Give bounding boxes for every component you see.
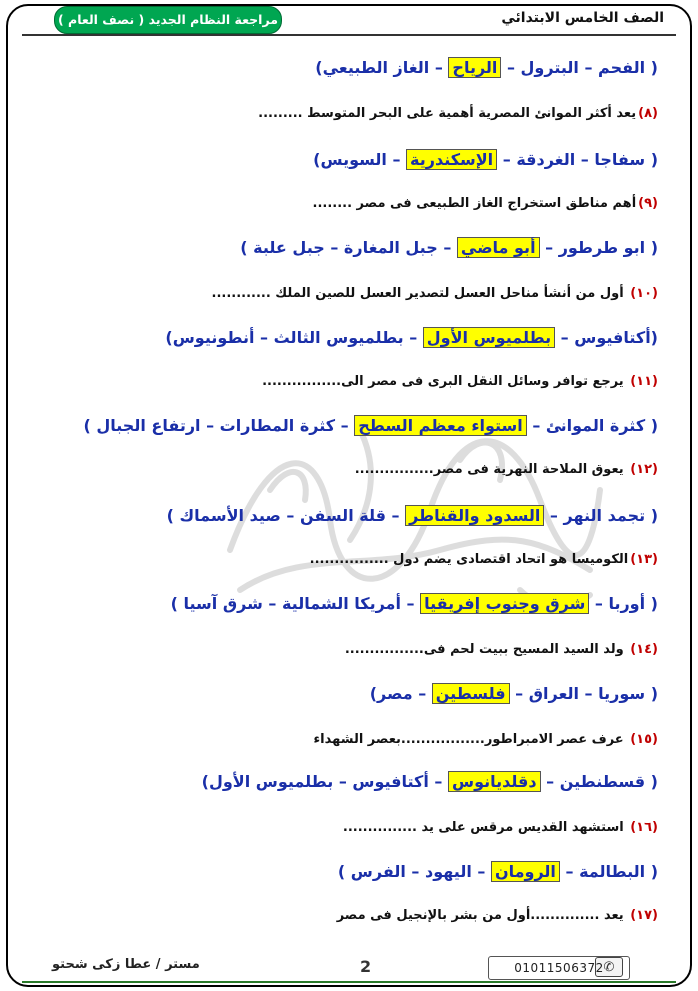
question-row bbox=[16, 730, 658, 750]
option-text: ( سفاجا – الغردقة – bbox=[497, 150, 658, 169]
option-text: – اليهود – الفرس ) bbox=[337, 862, 491, 881]
question-number: (١٦) bbox=[630, 820, 658, 835]
option-text: ( البطالمة – bbox=[559, 862, 658, 881]
question-number: (١٠) bbox=[630, 286, 658, 301]
options-row bbox=[16, 502, 658, 530]
option-text: ( قسطنطين – bbox=[540, 772, 658, 791]
question-row bbox=[16, 372, 658, 392]
question-text: يعوق الملاحة النهرية فى مصر................ bbox=[354, 462, 629, 477]
question-number: (٨) bbox=[638, 106, 658, 121]
question-number: (٩) bbox=[638, 196, 658, 211]
question-row bbox=[16, 640, 658, 660]
question-text: أهم مناطق استخراج الغاز الطبيعى فى مصر ........ bbox=[312, 196, 637, 211]
question-text: الكوميسا هو اتحاد اقتصادى يضم دول ................ bbox=[309, 552, 629, 567]
options-row bbox=[16, 858, 658, 886]
question-text: يعد ..............أول من بشر بالإنجيل فى مصر bbox=[336, 908, 629, 923]
question-row bbox=[16, 906, 658, 926]
question-text: استشهد القديس مرقس على يد ............... bbox=[342, 820, 629, 835]
question-number: (١٢) bbox=[630, 462, 658, 477]
question-number: (١٣) bbox=[630, 552, 658, 567]
question-number: (١٥) bbox=[630, 732, 658, 747]
option-text: – قلة السفن – صيد الأسماك ) bbox=[166, 506, 406, 525]
highlighted-answer: بطلميوس الأول bbox=[423, 327, 555, 348]
page-number: 2 bbox=[360, 957, 372, 976]
options-row bbox=[16, 768, 658, 796]
highlighted-answer: الرياح bbox=[448, 57, 501, 78]
option-text: – مصر) bbox=[369, 684, 432, 703]
question-text: يرجع توافر وسائل النقل البرى فى مصر الى................ bbox=[262, 374, 629, 389]
option-text: – أكتافيوس – بطلميوس الأول) bbox=[201, 772, 448, 791]
option-text: ( ابو طرطور – bbox=[539, 238, 658, 257]
grade-label: الصف الخامس الابتدائي bbox=[501, 10, 664, 26]
option-text: – السويس) bbox=[313, 150, 407, 169]
phone-icon: ✆ bbox=[595, 957, 623, 977]
highlighted-answer: الإسكندرية bbox=[406, 149, 497, 170]
options-row bbox=[16, 680, 658, 708]
option-text: – بطلميوس الثالث – أنطونيوس) bbox=[165, 328, 423, 347]
options-row bbox=[16, 590, 658, 618]
author-name: مستر / عطا زكى شحتو bbox=[52, 957, 200, 972]
option-text: – جبل المغارة – جبل علبة ) bbox=[240, 238, 457, 257]
option-text: – الغاز الطبيعي) bbox=[315, 58, 449, 77]
question-number: (١١) bbox=[630, 374, 658, 389]
options-row bbox=[16, 146, 658, 174]
option-text: – أمريكا الشمالية – شرق آسيا ) bbox=[170, 594, 421, 613]
review-banner: مراجعة النظام الجديد ( نصف العام ) bbox=[54, 6, 282, 34]
question-number: (١٤) bbox=[630, 642, 658, 657]
question-row bbox=[16, 104, 658, 124]
options-row bbox=[16, 54, 658, 82]
highlighted-answer: استواء معظم السطح bbox=[354, 415, 527, 436]
option-text: (أكتافيوس – bbox=[555, 328, 658, 347]
question-row bbox=[16, 550, 658, 570]
option-text: ( الفحم – البترول – bbox=[501, 58, 658, 77]
options-row bbox=[16, 234, 658, 262]
highlighted-answer: الرومان bbox=[491, 861, 560, 882]
highlighted-answer: دقلديانوس bbox=[448, 771, 541, 792]
question-row bbox=[16, 284, 658, 304]
option-text: – كثرة المطارات – ارتفاع الجبال ) bbox=[83, 416, 355, 435]
question-text: أول من أنشأ مناحل العسل لتصدير العسل للصين الملك ............ bbox=[211, 286, 629, 301]
highlighted-answer: فلسطين bbox=[432, 683, 510, 704]
question-row bbox=[16, 460, 658, 480]
question-text: يعد أكثر الموانئ المصرية أهمية على البحر المتوسط ......... bbox=[258, 106, 637, 121]
question-number: (١٧) bbox=[630, 908, 658, 923]
highlighted-answer: أبو ماضي bbox=[457, 237, 540, 258]
options-row bbox=[16, 324, 658, 352]
header-divider bbox=[22, 34, 676, 36]
question-text: ولد السيد المسيح ببيت لحم فى................ bbox=[344, 642, 629, 657]
highlighted-answer: السدود والقناطر bbox=[405, 505, 544, 526]
option-text: ( أوربا – bbox=[589, 594, 658, 613]
phone-number: 01011506372 bbox=[488, 956, 630, 980]
option-text: ( تجمد النهر – bbox=[544, 506, 658, 525]
option-text: ( سوريا – العراق – bbox=[509, 684, 658, 703]
question-row bbox=[16, 194, 658, 214]
options-row bbox=[16, 412, 658, 440]
option-text: ( كثرة الموانئ – bbox=[526, 416, 658, 435]
footer-divider bbox=[22, 981, 676, 983]
question-row bbox=[16, 818, 658, 838]
question-text: عرف عصر الامبراطور.................بعصر الشهداء bbox=[313, 732, 629, 747]
highlighted-answer: شرق وجنوب إفريقيا bbox=[420, 593, 589, 614]
